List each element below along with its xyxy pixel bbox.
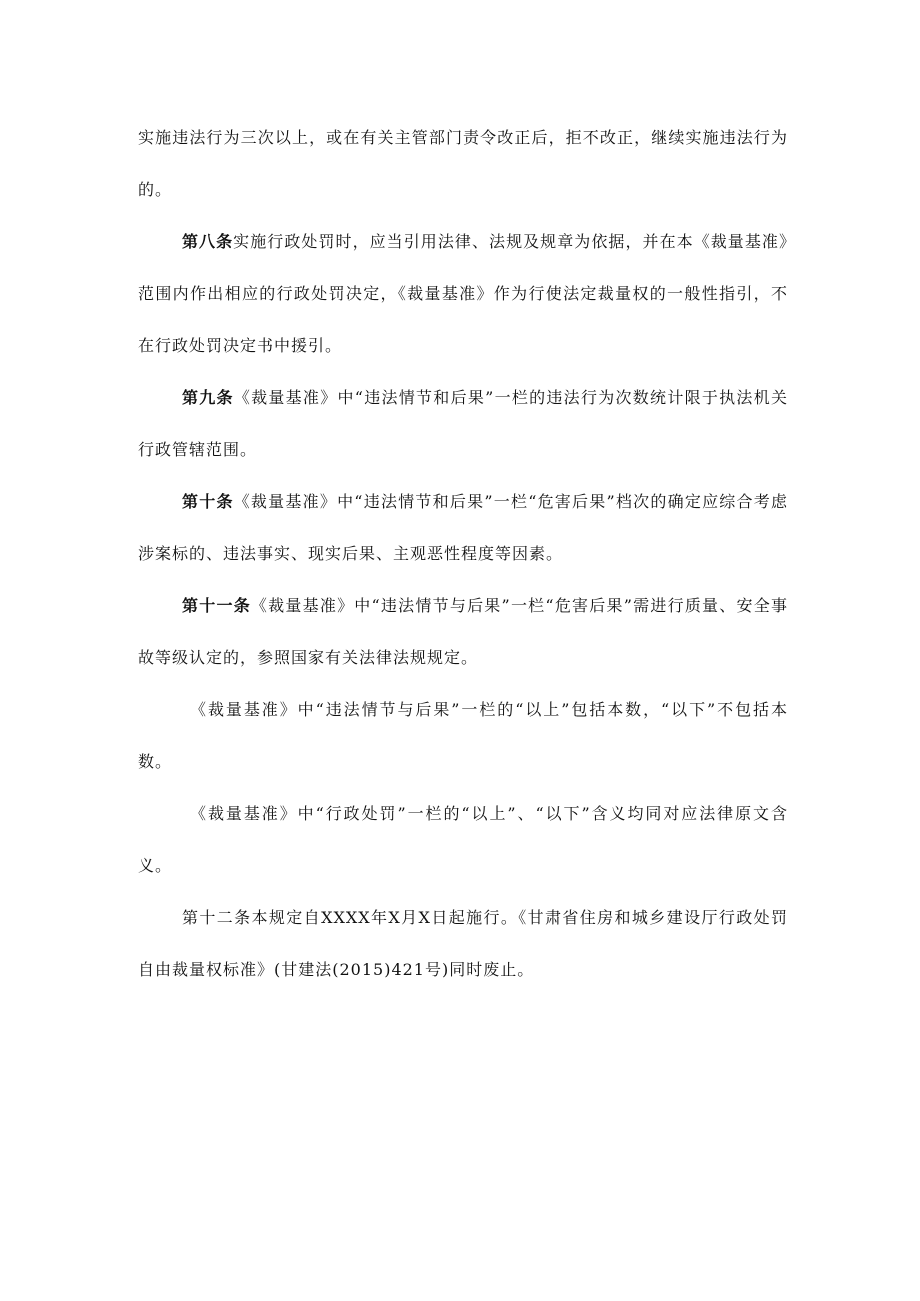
paragraph-text: 《裁量基准》中“违法情节与后果”一栏的“以上”包括本数，“以下”不包括本数。 [138,700,788,771]
document-body [138,112,788,996]
paragraph-continuation [138,112,788,216]
paragraph-text: 《裁量基准》中“违法情节与后果”一栏“危害后果”需进行质量、安全事故等级认定的，参照国家有关法律法规规定。 [138,596,788,667]
article-heading: 第十条 [182,492,234,511]
article-heading: 第十一条 [182,596,251,615]
article-12 [138,892,788,996]
article-11 [138,580,788,684]
article-9 [138,372,788,476]
paragraph-text: 实施行政处罚时，应当引用法律、法规及规章为依据，并在本《裁量基准》范围内作出相应的行政处罚决定，《裁量基准》作为行使法定裁量权的一般性指引，不在行政处罚决定书中援引。 [138,232,788,355]
paragraph-text: 《裁量基准》中“违法情节和后果”一栏的违法行为次数统计限于执法机关行政管辖范围。 [138,388,788,459]
note-above-below [138,684,788,788]
article-8 [138,216,788,372]
paragraph-text: 第十二条本规定自XXXX年X月X日起施行。《甘肃省住房和城乡建设厅行政处罚自由裁量权标准》(甘建法(2015)421号)同时废止。 [138,908,788,979]
note-penalty-meaning [138,788,788,892]
paragraph-text: 实施违法行为三次以上，或在有关主管部门责令改正后，拒不改正，继续实施违法行为的。 [138,128,788,199]
paragraph-text: 《裁量基准》中“行政处罚”一栏的“以上”、“以下”含义均同对应法律原文含义。 [138,804,788,875]
article-heading: 第八条 [182,232,234,251]
article-10 [138,476,788,580]
article-heading: 第九条 [182,388,234,407]
paragraph-text: 《裁量基准》中“违法情节和后果”一栏“危害后果”档次的确定应综合考虑涉案标的、违法事实、现实后果、主观恶性程度等因素。 [138,492,788,563]
